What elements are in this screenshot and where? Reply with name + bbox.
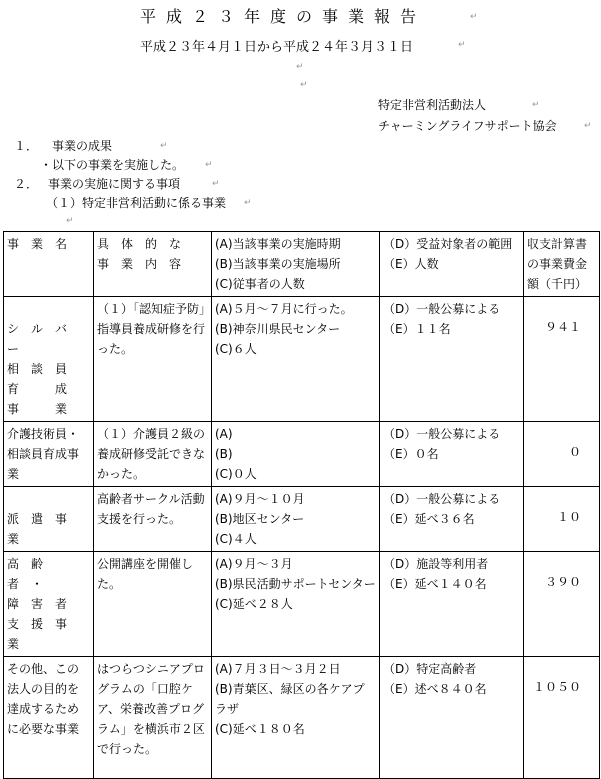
row-business-content: 公開講座を開催した。 bbox=[94, 552, 212, 657]
table-row bbox=[4, 487, 600, 552]
row-amount: ９４１ bbox=[544, 320, 581, 334]
row-business-content: （１）「認知症予防」指導員養成研修を行った。 bbox=[94, 297, 212, 422]
row-amount-cell bbox=[524, 422, 600, 487]
row-amount: １０ bbox=[556, 510, 581, 524]
row-business-name: 派 遣 事 業 bbox=[4, 487, 94, 552]
header-timing-location-staff: (A)当該事業の実施時期 (B)当該事業の実施場所 (C)従事者の人数 bbox=[212, 232, 380, 297]
section-2-number: ２． bbox=[14, 177, 39, 191]
paragraph-mark-icon: ↵ bbox=[66, 216, 74, 226]
section-1-title: 事業の成果 bbox=[52, 139, 113, 153]
row-timing: (A) (B) (C)０人 bbox=[212, 422, 380, 487]
organization-name: チャーミングライフサポート協会 bbox=[378, 119, 557, 133]
row-business-name: 介護技術員・相談員育成事業 bbox=[4, 422, 94, 487]
paragraph-mark-icon: ↵ bbox=[244, 198, 252, 208]
row-timing: (A)５月〜７月に行った。 (B)神奈川県民センター (C)６人 bbox=[212, 297, 380, 422]
organization-type: 特定非営利活動法人 bbox=[378, 98, 487, 112]
header-budget-amount: 収支計算書 の事業費金 額（千円） bbox=[524, 232, 600, 297]
row-beneficiary: （D）施設等利用者 （E）延べ１４０名 bbox=[380, 552, 524, 657]
row-beneficiary: （D）一般公募による （E）１１名 bbox=[380, 297, 524, 422]
paragraph-mark-icon: ↵ bbox=[296, 62, 304, 72]
table-row bbox=[4, 657, 600, 779]
row-business-name: その他、この法人の目的を達成するために必要な事業 bbox=[4, 657, 94, 779]
row-amount-cell bbox=[524, 552, 600, 657]
section-1-number: １． bbox=[14, 139, 39, 153]
table-header-row bbox=[4, 232, 600, 297]
header-beneficiary: （D）受益対象者の範囲 （E）人数 bbox=[380, 232, 524, 297]
paragraph-mark-icon: ↵ bbox=[458, 40, 466, 50]
header-business-content: 具 体 的 な 事 業 内 容 bbox=[94, 232, 212, 297]
business-report-table bbox=[3, 231, 600, 779]
row-business-name: シ ル バ ー 相 談 員 育 成 事 業 bbox=[4, 297, 94, 422]
table-row bbox=[4, 297, 600, 422]
paragraph-mark-icon: ↵ bbox=[300, 80, 308, 90]
row-beneficiary: （D）一般公募による （E）０名 bbox=[380, 422, 524, 487]
row-timing: (A)９月〜１０月 (B)地区センター (C)４人 bbox=[212, 487, 380, 552]
row-timing: (A)９月〜３月 (B)県民活動サポートセンター (C)延べ２８人 bbox=[212, 552, 380, 657]
row-amount: １０５０ bbox=[532, 680, 581, 694]
row-amount: ０ bbox=[568, 445, 581, 459]
row-amount: ３９０ bbox=[544, 575, 581, 589]
paragraph-mark-icon: ↵ bbox=[584, 121, 592, 131]
row-business-content: はつらつシニアプログラムの「口腔ケア、栄養改善プログラム」を横浜市２区で行った。 bbox=[94, 657, 212, 779]
row-business-name: 高 齢 者 ・ 障 害 者 支 援 事 業 bbox=[4, 552, 94, 657]
row-beneficiary: （D）一般公募による （E）延べ３６名 bbox=[380, 487, 524, 552]
paragraph-mark-icon: ↵ bbox=[160, 141, 168, 151]
paragraph-mark-icon: ↵ bbox=[532, 100, 540, 110]
table-row bbox=[4, 552, 600, 657]
paragraph-mark-icon: ↵ bbox=[205, 160, 213, 170]
paragraph-mark-icon: ↵ bbox=[212, 179, 220, 189]
report-title: 平成２３年度の事業報告 bbox=[140, 7, 427, 26]
header-business-name: 事 業 名 bbox=[4, 232, 94, 297]
table-row bbox=[4, 422, 600, 487]
row-timing: (A)７月３日〜３月２日 (B)青葉区、緑区の各ケアプラザ (C)延べ１８０名 bbox=[212, 657, 380, 779]
section-2-title: 事業の実施に関する事項 bbox=[48, 177, 181, 191]
section-1-subtext: ・以下の事業を実施した。 bbox=[40, 158, 185, 172]
row-business-content: 高齢者サークル活動支援を行った。 bbox=[94, 487, 212, 552]
row-beneficiary: （D）特定高齢者 （E）述べ８４０名 bbox=[380, 657, 524, 779]
row-amount-cell bbox=[524, 487, 600, 552]
row-amount-cell bbox=[524, 297, 600, 422]
row-business-content: （１）介護員２級の養成研修受託できなかった。 bbox=[94, 422, 212, 487]
section-2-subtitle: （１）特定非営利活動に係る事業 bbox=[46, 196, 227, 210]
row-amount-cell bbox=[524, 657, 600, 779]
paragraph-mark-icon: ↵ bbox=[470, 12, 478, 22]
report-period: 平成２３年４月１日から平成２４年３月３１日 bbox=[140, 40, 414, 55]
